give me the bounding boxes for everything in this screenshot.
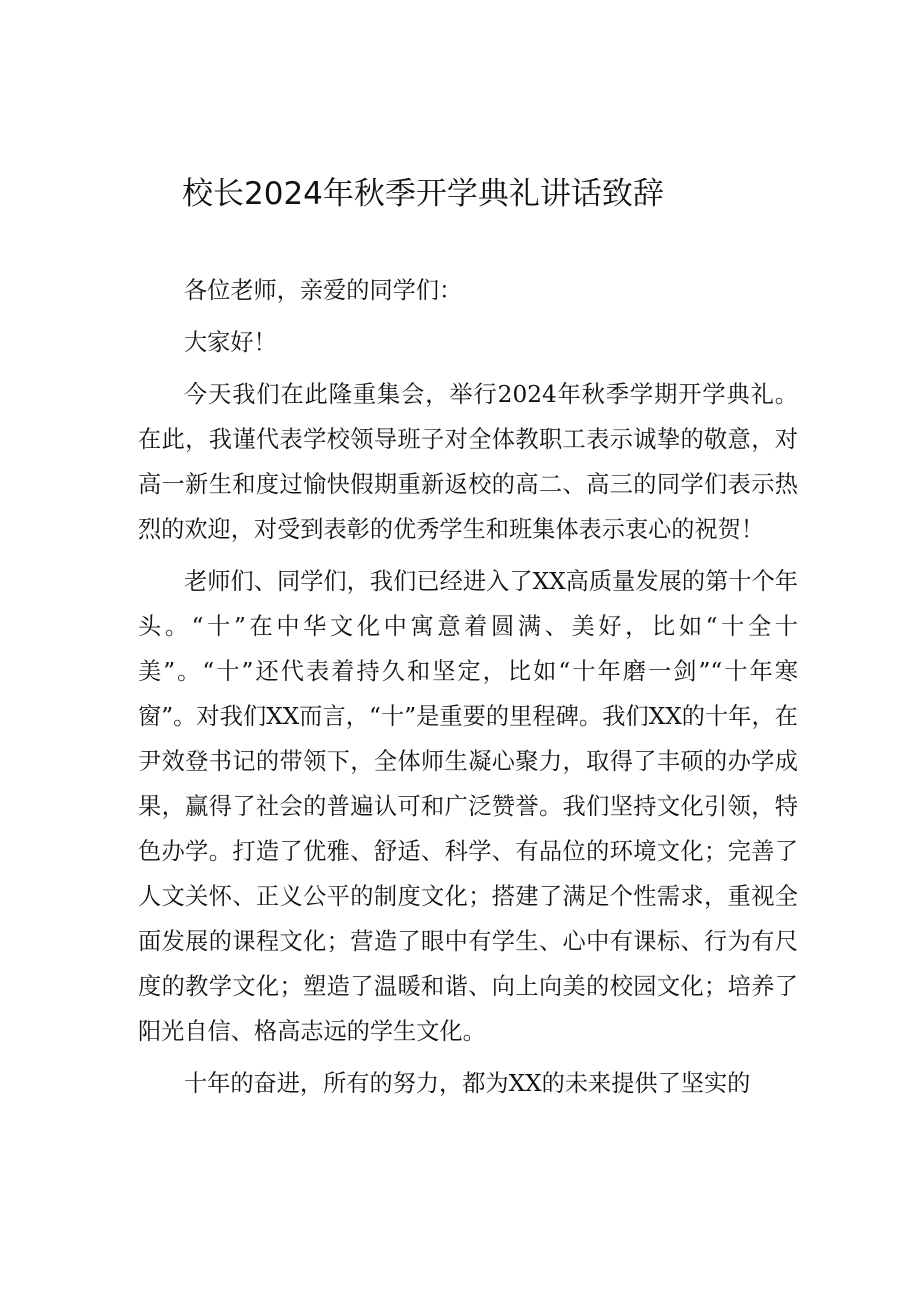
document-title: 校长2024年秋季开学典礼讲话致辞 [182,176,664,212]
document-body [138,268,798,1113]
body-paragraph: 十年的奋进，所有的努力，都为XX的未来提供了坚实的 [184,1070,751,1097]
body-paragraph: 老师们、同学们，我们已经进入了XX高质量发展的第十个年头。“十”在中华文化中寓意着圆满、美好，比如“十全十美”。“十”还代表着持久和坚定，比如“十年磨一剑”“十年寒窗”。对我们XX而言，“十”是重要的里程碑。我们XX的十年，在尹效登书记的带领下，全体师生凝心聚力，取得了丰硕的办学成果，赢得了社会的普遍认可和广泛赞誉。我们坚持文化引领，特色办学。打造了优雅、舒适、科学、有品位的环境文化；完善了人文关怀、正义公平的制度文化；搭建了满足个性需求，重视全面发展的课程文化；营造了眼中有学生、心中有课标、行为有尺度的教学文化；塑造了温暖和谐、向上向美的校园文化；培养了阳光自信、格高志远的学生文化。 [138,568,798,1045]
salutation-paragraph: 各位老师，亲爱的同学们： [184,277,463,304]
greeting-paragraph: 大家好！ [184,329,277,356]
body-paragraph: 今天我们在此隆重集会，举行2024年秋季学期开学典礼。在此，我谨代表学校领导班子对全体教职工表示诚挚的敬意，对高一新生和度过愉快假期重新返校的高二、高三的同学们表示热烈的欢迎，对受到表彰的优秀学生和班集体表示衷心的祝贺！ [138,381,798,543]
